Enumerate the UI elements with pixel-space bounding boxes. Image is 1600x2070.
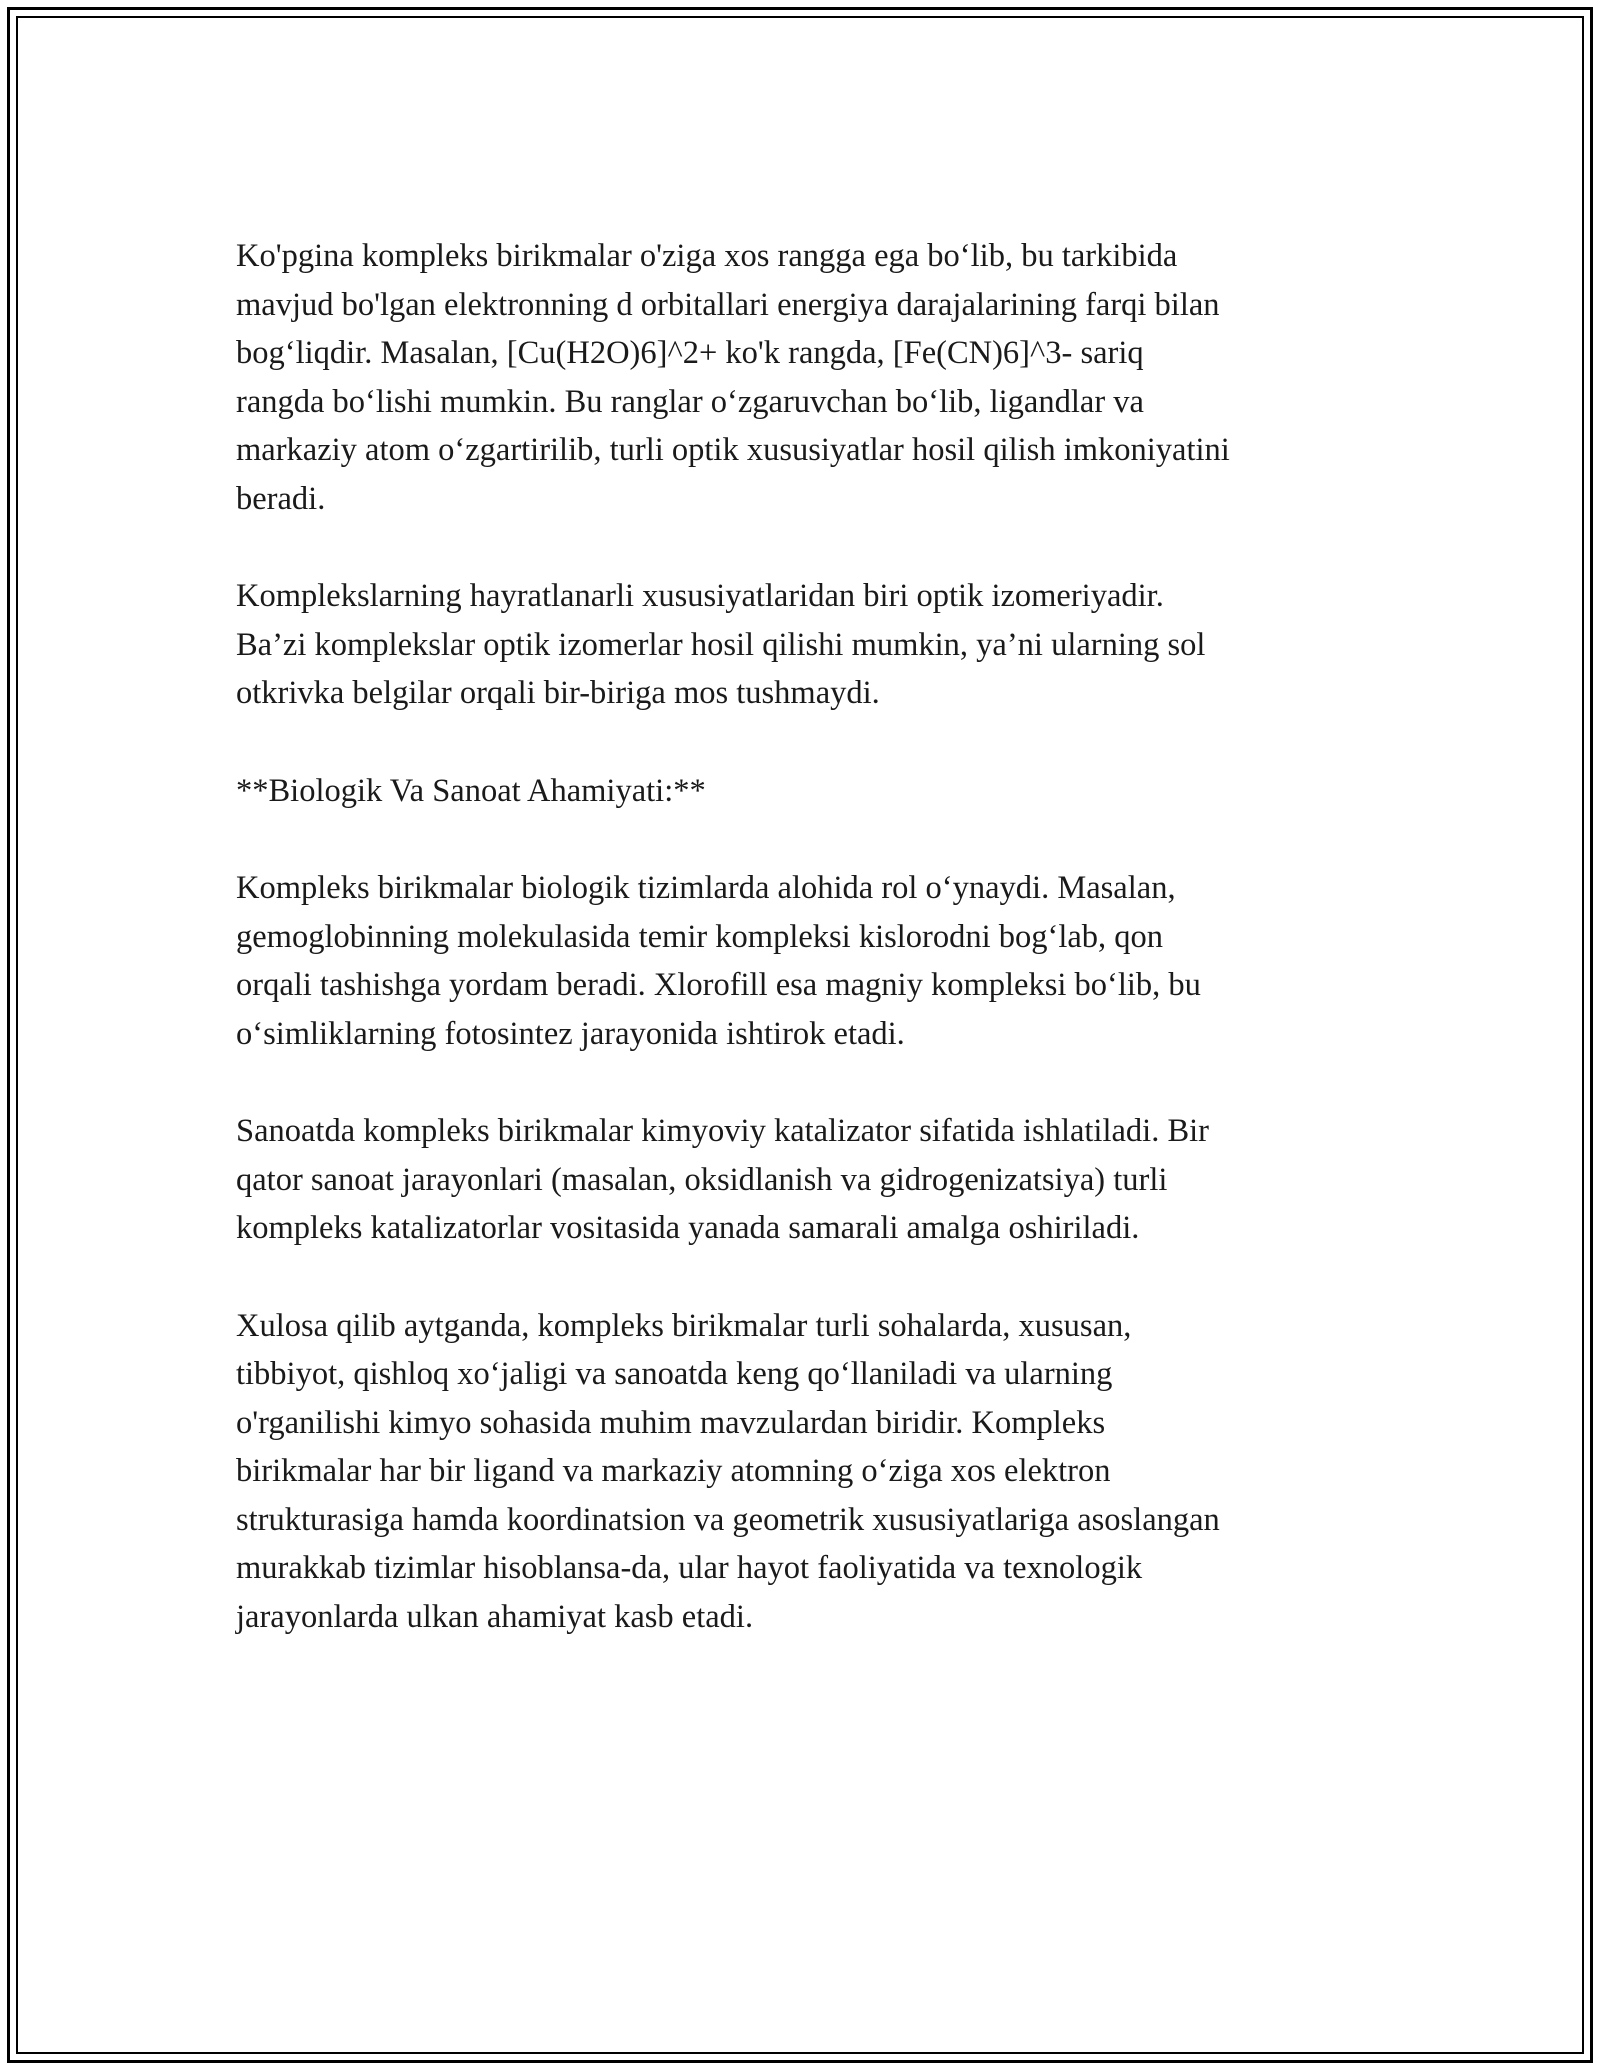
section-heading: **Biologik Va Sanoat Ahamiyati:** bbox=[236, 772, 706, 809]
paragraph-industrial-use: Sanoatda kompleks birikmalar kimyoviy katalizator sifatida ishlatiladi. Bir qator sanoat jarayonlari (masalan, oksidlanish va gidrogenizatsiya) turli kompleks katalizatorlar vositasida yanada samarali amalga oshiriladi. bbox=[236, 1113, 1209, 1246]
paragraph-biological-role: Kompleks birikmalar biologik tizimlarda alohida rol o‘ynaydi. Masalan, gemoglobinning molekulasida temir kompleksi kislorodni bog‘lab, qon orqali tashishga yordam beradi. Xlorofill esa magniy kompleksi bo‘lib, bu o‘simliklarning fotosintez jarayonida ishtirok etadi. bbox=[236, 870, 1201, 1052]
document-body bbox=[236, 232, 1376, 1690]
paragraph-conclusion: Xulosa qilib aytganda, kompleks birikmalar turli sohalarda, xususan, tibbiyot, qishloq xo‘jaligi va sanoatda keng qo‘llaniladi va ularning o'rganilishi kimyo sohasida muhim mavzulardan biridir. Kompleks birikmalar har bir ligand va markaziy atomning o‘ziga xos elektron strukturasiga hamda koordinatsion va geometrik xususiyatlariga asoslangan murakkab tizimlar hisoblansa-da, ular hayot faoliyatida va texnologik jarayonlarda ulkan ahamiyat kasb etadi. bbox=[236, 1307, 1220, 1635]
paragraph-optical-isomerism: Komplekslarning hayratlanarli xususiyatlaridan biri optik izomeriyadir. Ba’zi komplekslar optik izomerlar hosil qilishi mumkin, ya’ni ularning sol otkrivka belgilar orqali bir-biriga mos tushmaydi. bbox=[236, 578, 1206, 711]
paragraph-colors: Ko'pgina kompleks birikmalar o'ziga xos rangga ega bo‘lib, bu tarkibida mavjud bo'lgan elektronning d orbitallari energiya darajalarining farqi bilan bog‘liqdir. Masalan, [Cu(H2O)6]^2+ ko'k rangda, [Fe(CN)6]^3- sariq rangda bo‘lishi mumkin. Bu ranglar o‘zgaruvchan bo‘lib, ligandlar va markaziy atom o‘zgartirilib, turli optik xususiyatlar hosil qilish imkoniyatini beradi. bbox=[236, 238, 1230, 517]
